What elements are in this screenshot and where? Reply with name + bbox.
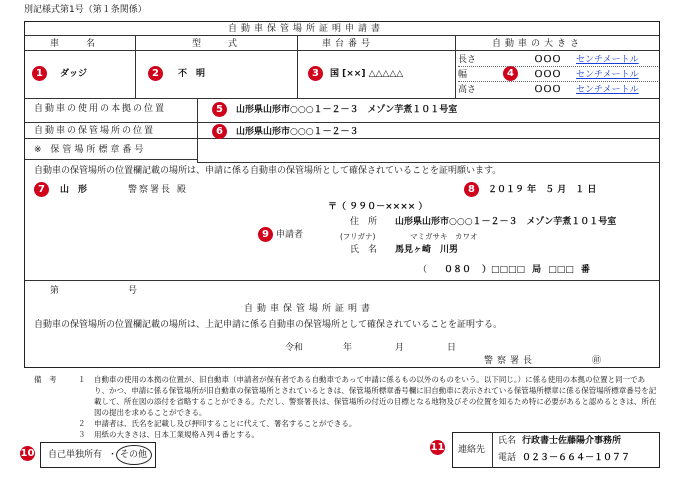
header-chassis: 車台番号 [322, 39, 375, 49]
divider [492, 432, 493, 468]
contact-name-label: 氏名 [498, 436, 517, 446]
application-statement: 自動車の保管場所の位置欄記載の場所は、申請に係る自動車の保管場所として確保されていることを証明願います。 [34, 166, 502, 176]
note-text: 申請者は、氏名を記載し及び押印することに代えて、署名することができる。 [94, 419, 357, 428]
marker-8-badge: 8 [464, 182, 479, 197]
vehicle-name: ダッジ [60, 69, 88, 79]
furigana-value: マミガサキ カワオ [410, 232, 478, 241]
width-value: ＯＯＯ [534, 70, 562, 80]
certificate-month: 月 [395, 343, 405, 353]
parking-location-value: 山形県山形市○○○１－２－３ [236, 127, 359, 137]
vehicle-type: 不 明 [178, 69, 206, 79]
marker-10-badge: 10 [20, 446, 35, 461]
divider [197, 162, 659, 163]
marker-4-badge: 4 [503, 66, 518, 81]
application-date: ２０１９ 年 ５ 月 １ 日 [488, 185, 597, 195]
ownership-separator: ・ [108, 450, 118, 460]
divider [25, 50, 659, 51]
ownership-own: 自己単独所有 [48, 450, 103, 460]
note-number: ３ [78, 430, 86, 439]
note-item [78, 418, 660, 429]
notes-list [78, 374, 660, 440]
certificate-number-suffix: 号 [128, 286, 138, 296]
address-label: 住 所 [350, 217, 378, 227]
length-unit: センチメートル [576, 55, 639, 65]
length-label: 長さ [458, 55, 477, 65]
divider [25, 122, 659, 123]
certificate-title: 自動車保管場所証明書 [244, 304, 375, 314]
certificate-era: 令和 [285, 343, 304, 353]
phone-area-code: ０８０ [444, 265, 472, 275]
form-label: 別記様式第1号（第１条関係） [24, 5, 147, 15]
certificate-police: 警察署長 [484, 356, 537, 366]
certificate-day: 日 [447, 343, 457, 353]
name-label: 氏 名 [350, 245, 378, 255]
marker-5-badge: 5 [212, 102, 227, 117]
notes-label: 備 考 [34, 375, 57, 384]
certificate-number-label: 第 [50, 286, 60, 296]
note-number: １ [78, 375, 86, 384]
contact-phone-value: ０２３－６６４－１０７７ [522, 453, 631, 463]
divider [197, 98, 198, 162]
contact-label: 連絡先 [458, 445, 486, 455]
marker-2-badge: 2 [148, 66, 163, 81]
base-location-value: 山形県山形市○○○１－２－３ メゾン芋煮１０１号室 [236, 105, 458, 115]
phone-open: （ [418, 265, 428, 275]
divider [455, 35, 456, 98]
height-value: ＯＯＯ [534, 85, 562, 95]
marker-6-badge: 6 [212, 124, 227, 139]
base-location-label: 自動車の使用の本拠の位置 [34, 104, 167, 114]
note-item [78, 374, 660, 418]
note-number: ２ [78, 419, 86, 428]
form-title: 自動車保管場所証明申請書 [228, 24, 385, 34]
ownership-other: その他 [120, 450, 148, 460]
police-station: 山 形 [60, 185, 88, 195]
divider [297, 35, 298, 98]
marker-7-badge: 7 [34, 182, 49, 197]
marker-3-badge: 3 [308, 66, 323, 81]
furigana-label: (フリガナ) [340, 232, 376, 241]
parking-location-label: 自動車の保管場所の位置 [34, 126, 156, 136]
certificate-year: 年 [343, 343, 353, 353]
marker-11-badge: 11 [430, 440, 445, 455]
postal-code: 〒（ ９９０－×××× ） [328, 202, 428, 212]
name-value: 馬見ヶ崎 川男 [395, 245, 459, 255]
width-unit: センチメートル [576, 70, 639, 80]
divider [458, 81, 658, 82]
note-text: 用紙の大きさは、日本工業規格Ａ列４番とする。 [94, 430, 259, 439]
divider [135, 35, 136, 98]
applicant-label: 申請者 [276, 230, 304, 240]
marker-9-badge: 9 [258, 227, 273, 242]
divider [25, 98, 659, 99]
divider [25, 159, 197, 160]
certificate-statement: 自動車の保管場所の位置欄記載の場所は、上記申請に係る自動車の保管場所として確保されていることを証明する。 [34, 320, 503, 330]
address-value: 山形県山形市○○○１－２－３ メゾン芋煮１０１号室 [395, 217, 617, 227]
header-name: 車 名 [50, 39, 96, 49]
marker-1-badge: 1 [32, 66, 47, 81]
divider [25, 138, 659, 139]
vehicle-chassis: 国 [××] △△△△△ [330, 69, 404, 79]
height-unit: センチメートル [576, 85, 639, 95]
police-suffix: 警察署長 殿 [128, 185, 188, 195]
divider [458, 66, 658, 67]
contact-name-value: 行政書士佐藤陽介事務所 [522, 436, 622, 446]
phone-rest: ）□□□□ 局 □□□ 番 [482, 265, 590, 275]
note-text: 自動車の使用の本拠の位置が、旧自動車（申請者が保有者である自動車であって申請に係るもの以外のものをいう。以下同じ。）に係る使用の本拠の位置と同一であり、かつ、申請に係る保管場所が旧自動車の保管場所とされているときは、保管場所標章番号欄に旧自動車に表示されている保管場所標章に係る保管場所標章番号を記載して、所在図の添付を省略することができる。ただし、警察署長は、保管場所の付近の目標となる地物及びその位置を知るため特に必要があると認めるときは、所在図の提出を求めることができる。 [94, 375, 657, 417]
divider [25, 35, 659, 36]
length-value: ＯＯＯ [534, 55, 562, 65]
header-type: 型 式 [192, 39, 238, 49]
width-label: 幅 [458, 70, 468, 80]
divider [25, 280, 659, 281]
height-label: 高さ [458, 85, 477, 95]
contact-phone-label: 電話 [498, 453, 517, 463]
header-size: 自動車の大きさ [492, 39, 584, 49]
seal-mark: ㊞ [592, 356, 602, 366]
sticker-number-label: ※ 保管場所標章番号 [34, 145, 147, 155]
